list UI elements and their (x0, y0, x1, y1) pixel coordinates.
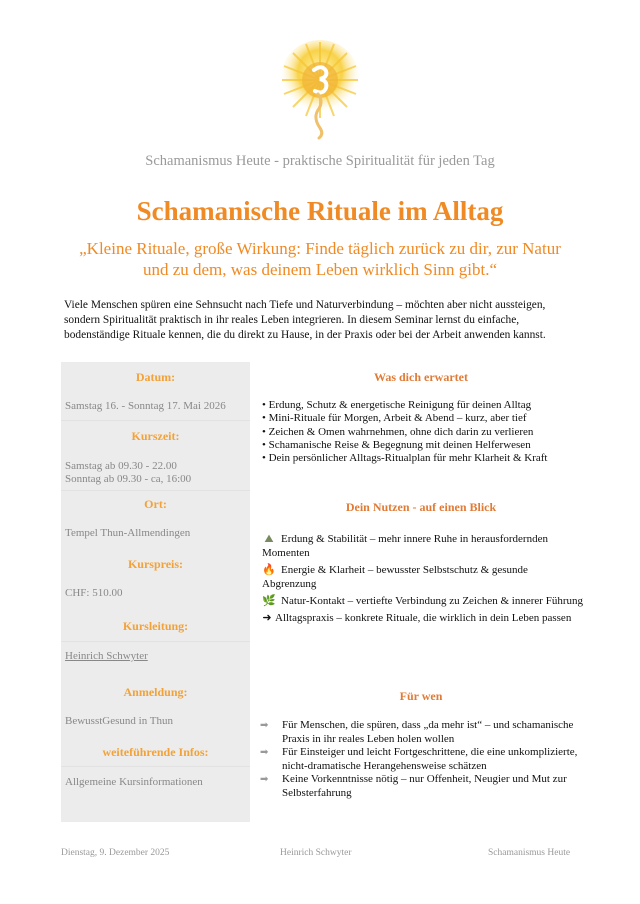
datum-block (61, 370, 250, 413)
list-item: ➡ Keine Vorkenntnisse nötig – nur Offenheit, Neugier und Mut zur Selbsterfahrung (260, 773, 567, 799)
anmeldung-block (61, 685, 250, 728)
list-item: • Dein persönlicher Alltags-Ritualplan für mehr Klarheit & Kraft (262, 452, 548, 465)
list-item: ➡ Für Menschen, die spüren, dass „da mehr ist“ – und schamanische Praxis in ihr reales Leben holen wollen (260, 719, 574, 745)
site-tagline: Schamanismus Heute - praktische Spiritualität für jeden Tag (145, 153, 495, 169)
audience-section (258, 689, 584, 800)
footer-date: Dienstag, 9. Dezember 2025 (61, 848, 170, 858)
kurspreis-block (61, 557, 250, 600)
anmeldung-label: Anmeldung: (123, 685, 188, 699)
datum-label: Datum: (135, 370, 176, 384)
arrow-right-icon: ➡ (260, 720, 269, 731)
page-title: Schamanische Rituale im Alltag (136, 196, 504, 226)
benefit-item: ➜ Alltagspraxis – konkrete Rituale, die wirklich in dein Leben passen (262, 612, 572, 624)
audience-list (258, 719, 584, 800)
divider (61, 641, 250, 642)
datum-value: Samstag 16. - Sonntag 17. Mai 2026 (65, 400, 226, 412)
divider (61, 490, 250, 491)
course-info-sidebar (61, 362, 250, 822)
benefit-item: 🌿 Natur-Kontakt – vertiefte Verbindung zu Zeichen & innerer Führung (262, 595, 583, 607)
kurszeit-block (61, 429, 250, 486)
benefit-item: 🔥 Energie & Klarheit – bewusster Selbstschutz & gesunde Abgrenzung (262, 564, 528, 590)
kursleitung-label: Kursleitung: (122, 619, 189, 633)
kursleitung-block (61, 619, 250, 634)
list-item: • Zeichen & Omen wahrnehmen, ohne dich darin zu verlieren (262, 425, 534, 438)
benefits-section (258, 500, 584, 628)
kurszeit-line-2: Sonntag ab 09.30 - ca, 16:00 (65, 473, 192, 485)
kursleitung-link[interactable]: Heinrich Schwyter (65, 650, 148, 662)
intro-paragraph: Viele Menschen spüren eine Sehnsucht nach Tiefe und Naturverbindung – möchten aber nicht aussteigen, sondern Spiritualität praktisch in ihr reales Leben integrieren. In diesem Seminar lernst du einfache, bodenständige Rituale kennen, die du direkt zu Hause, in der Praxis oder bei der Arbeit anwenden kannst. (64, 299, 546, 341)
benefit-item: ⛰ Erdung & Stabilität – mehr innere Ruhe in herausfordernden Momenten (262, 533, 548, 559)
kurspreis-value: CHF: 510.00 (65, 587, 123, 599)
anmeldung-value: BewusstGesund in Thun (65, 715, 173, 727)
infos-block (61, 745, 250, 760)
fire-icon: 🔥 (262, 564, 276, 576)
ort-value: Tempel Thun-Allmendingen (65, 527, 191, 539)
infos-label: weiteführende Infos: (102, 745, 209, 759)
expect-section (258, 370, 584, 465)
mountain-icon: ⛰ (264, 533, 274, 545)
sun-spiral-logo (276, 40, 364, 140)
ort-block (61, 497, 250, 540)
subtitle-quote: „Kleine Rituale, große Wirkung: Finde täglich zurück zu dir, zur Natur und zu dem, was deinem Leben wirklich Sinn gibt.“ (79, 239, 561, 279)
ort-label: Ort: (144, 497, 167, 511)
divider (61, 766, 250, 767)
benefits-heading: Dein Nutzen - auf einen Blick (345, 500, 497, 514)
list-item: ➡ Für Einsteiger und leicht Fortgeschrittene, die eine unkomplizierte, nicht-dramatische Herangehensweise schätzen (260, 746, 578, 772)
expect-heading: Was dich erwartet (374, 370, 468, 384)
list-item: • Schamanische Reise & Begegnung mit deinen Helferwesen (262, 438, 531, 451)
arrow-right-icon: ➜ (262, 612, 272, 624)
arrow-right-icon: ➡ (260, 747, 269, 758)
infos-link[interactable]: Allgemeine Kursinformationen (65, 776, 203, 788)
audience-heading: Für wen (399, 689, 443, 703)
arrow-right-icon: ➡ (260, 774, 269, 785)
kurszeit-line-1: Samstag ab 09.30 - 22.00 (65, 460, 177, 472)
footer-author: Heinrich Schwyter (280, 848, 352, 858)
divider (61, 420, 250, 421)
herb-icon: 🌿 (262, 595, 276, 607)
list-item: • Erdung, Schutz & energetische Reinigung für deinen Alltag (262, 399, 532, 411)
footer-brand: Schamanismus Heute (488, 848, 571, 858)
kurspreis-label: Kurspreis: (127, 557, 184, 571)
expect-list (258, 399, 584, 465)
list-item: • Mini-Rituale für Morgen, Arbeit & Abend – kurz, aber tief (262, 412, 527, 425)
kurszeit-label: Kurszeit: (131, 429, 180, 443)
